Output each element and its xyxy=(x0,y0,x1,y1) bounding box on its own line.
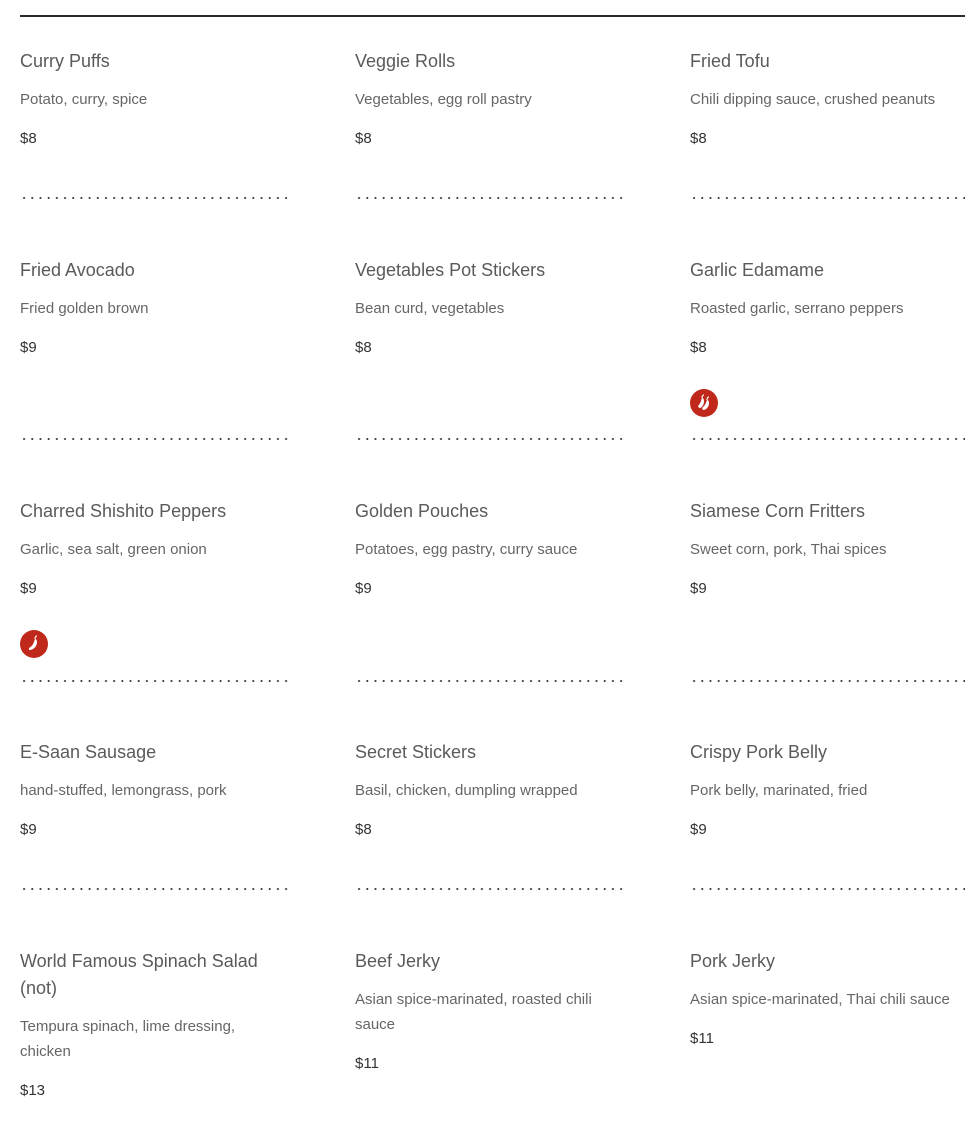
item-name: Vegetables Pot Stickers xyxy=(355,260,546,280)
item-name: Curry Puffs xyxy=(20,51,110,71)
chili-icon xyxy=(20,630,48,658)
item-price: $9 xyxy=(20,821,37,838)
item-description: Asian spice-marinated, roasted chili sauce xyxy=(355,991,592,1033)
item-price: $9 xyxy=(690,821,707,838)
item-name: Golden Pouches xyxy=(355,501,489,521)
item-description: Sweet corn, pork, Thai spices xyxy=(690,541,887,558)
dotted-divider xyxy=(355,887,625,891)
dotted-divider xyxy=(690,196,965,200)
dotted-divider xyxy=(20,196,290,200)
dotted-divider xyxy=(690,679,965,683)
item-description: Vegetables, egg roll pastry xyxy=(355,91,532,108)
item-price: $13 xyxy=(20,1082,46,1099)
item-description: Fried golden brown xyxy=(20,300,149,317)
item-price: $8 xyxy=(20,130,37,147)
menu-item-veggie-rolls xyxy=(355,48,625,149)
dotted-divider xyxy=(20,887,290,891)
menu-item-vegetables-pot-stickers xyxy=(355,257,625,358)
item-price: $8 xyxy=(690,339,707,356)
item-name: Charred Shishito Peppers xyxy=(20,501,227,521)
dotted-divider xyxy=(690,437,965,441)
menu-item-golden-pouches xyxy=(355,498,625,599)
double-chili-glyph xyxy=(694,393,714,413)
dotted-divider xyxy=(355,437,625,441)
item-name: Fried Tofu xyxy=(690,51,770,71)
item-description: Potato, curry, spice xyxy=(20,91,148,108)
item-price: $9 xyxy=(20,580,37,597)
item-price: $11 xyxy=(690,1030,714,1047)
item-name: Pork Jerky xyxy=(690,951,776,971)
item-description: Potatoes, egg pastry, curry sauce xyxy=(355,541,578,558)
menu-item-charred-shishito-peppers xyxy=(20,498,290,599)
item-description: Basil, chicken, dumpling wrapped xyxy=(355,782,578,799)
dotted-divider xyxy=(20,679,290,683)
dotted-divider xyxy=(355,196,625,200)
menu-item-beef-jerky xyxy=(355,948,625,1074)
item-name: Garlic Edamame xyxy=(690,260,825,280)
item-name: Secret Stickers xyxy=(355,742,477,762)
item-name: Veggie Rolls xyxy=(355,51,456,71)
double-chili-icon xyxy=(690,389,718,417)
item-description: Chili dipping sauce, crushed peanuts xyxy=(690,91,936,108)
menu-item-secret-stickers xyxy=(355,739,625,840)
item-description: Roasted garlic, serrano peppers xyxy=(690,300,904,317)
item-name: Crispy Pork Belly xyxy=(690,742,828,762)
item-name: E-Saan Sausage xyxy=(20,742,157,762)
menu-item-e-saan-sausage xyxy=(20,739,290,840)
menu-item-world-famous-spinach-salad xyxy=(20,948,290,1101)
item-description: Garlic, sea salt, green onion xyxy=(20,541,207,558)
item-price: $11 xyxy=(355,1055,379,1072)
item-name: World Famous Spinach Salad (not) xyxy=(20,951,258,998)
item-name: Fried Avocado xyxy=(20,260,135,280)
menu-item-siamese-corn-fritters xyxy=(690,498,960,599)
menu-item-fried-tofu xyxy=(690,48,960,149)
menu-item-pork-jerky xyxy=(690,948,960,1049)
item-description: Tempura spinach, lime dressing, chicken xyxy=(20,1018,236,1060)
menu-item-curry-puffs xyxy=(20,48,290,149)
item-price: $8 xyxy=(690,130,707,147)
item-price: $8 xyxy=(355,130,372,147)
dotted-divider xyxy=(355,679,625,683)
dotted-divider xyxy=(690,887,965,891)
item-price: $9 xyxy=(20,339,37,356)
item-description: Pork belly, marinated, fried xyxy=(690,782,868,799)
item-name: Siamese Corn Fritters xyxy=(690,501,866,521)
dotted-divider xyxy=(20,437,290,441)
item-price: $9 xyxy=(690,580,707,597)
menu-item-fried-avocado xyxy=(20,257,290,358)
item-price: $9 xyxy=(355,580,372,597)
item-name: Beef Jerky xyxy=(355,951,441,971)
chili-glyph xyxy=(24,634,44,654)
item-description: Asian spice-marinated, Thai chili sauce xyxy=(690,991,950,1008)
item-price: $8 xyxy=(355,821,372,838)
menu-item-crispy-pork-belly xyxy=(690,739,960,840)
item-description: hand-stuffed, lemongrass, pork xyxy=(20,782,227,799)
item-price: $8 xyxy=(355,339,372,356)
item-description: Bean curd, vegetables xyxy=(355,300,505,317)
top-divider xyxy=(20,15,965,17)
menu-item-garlic-edamame xyxy=(690,257,960,358)
